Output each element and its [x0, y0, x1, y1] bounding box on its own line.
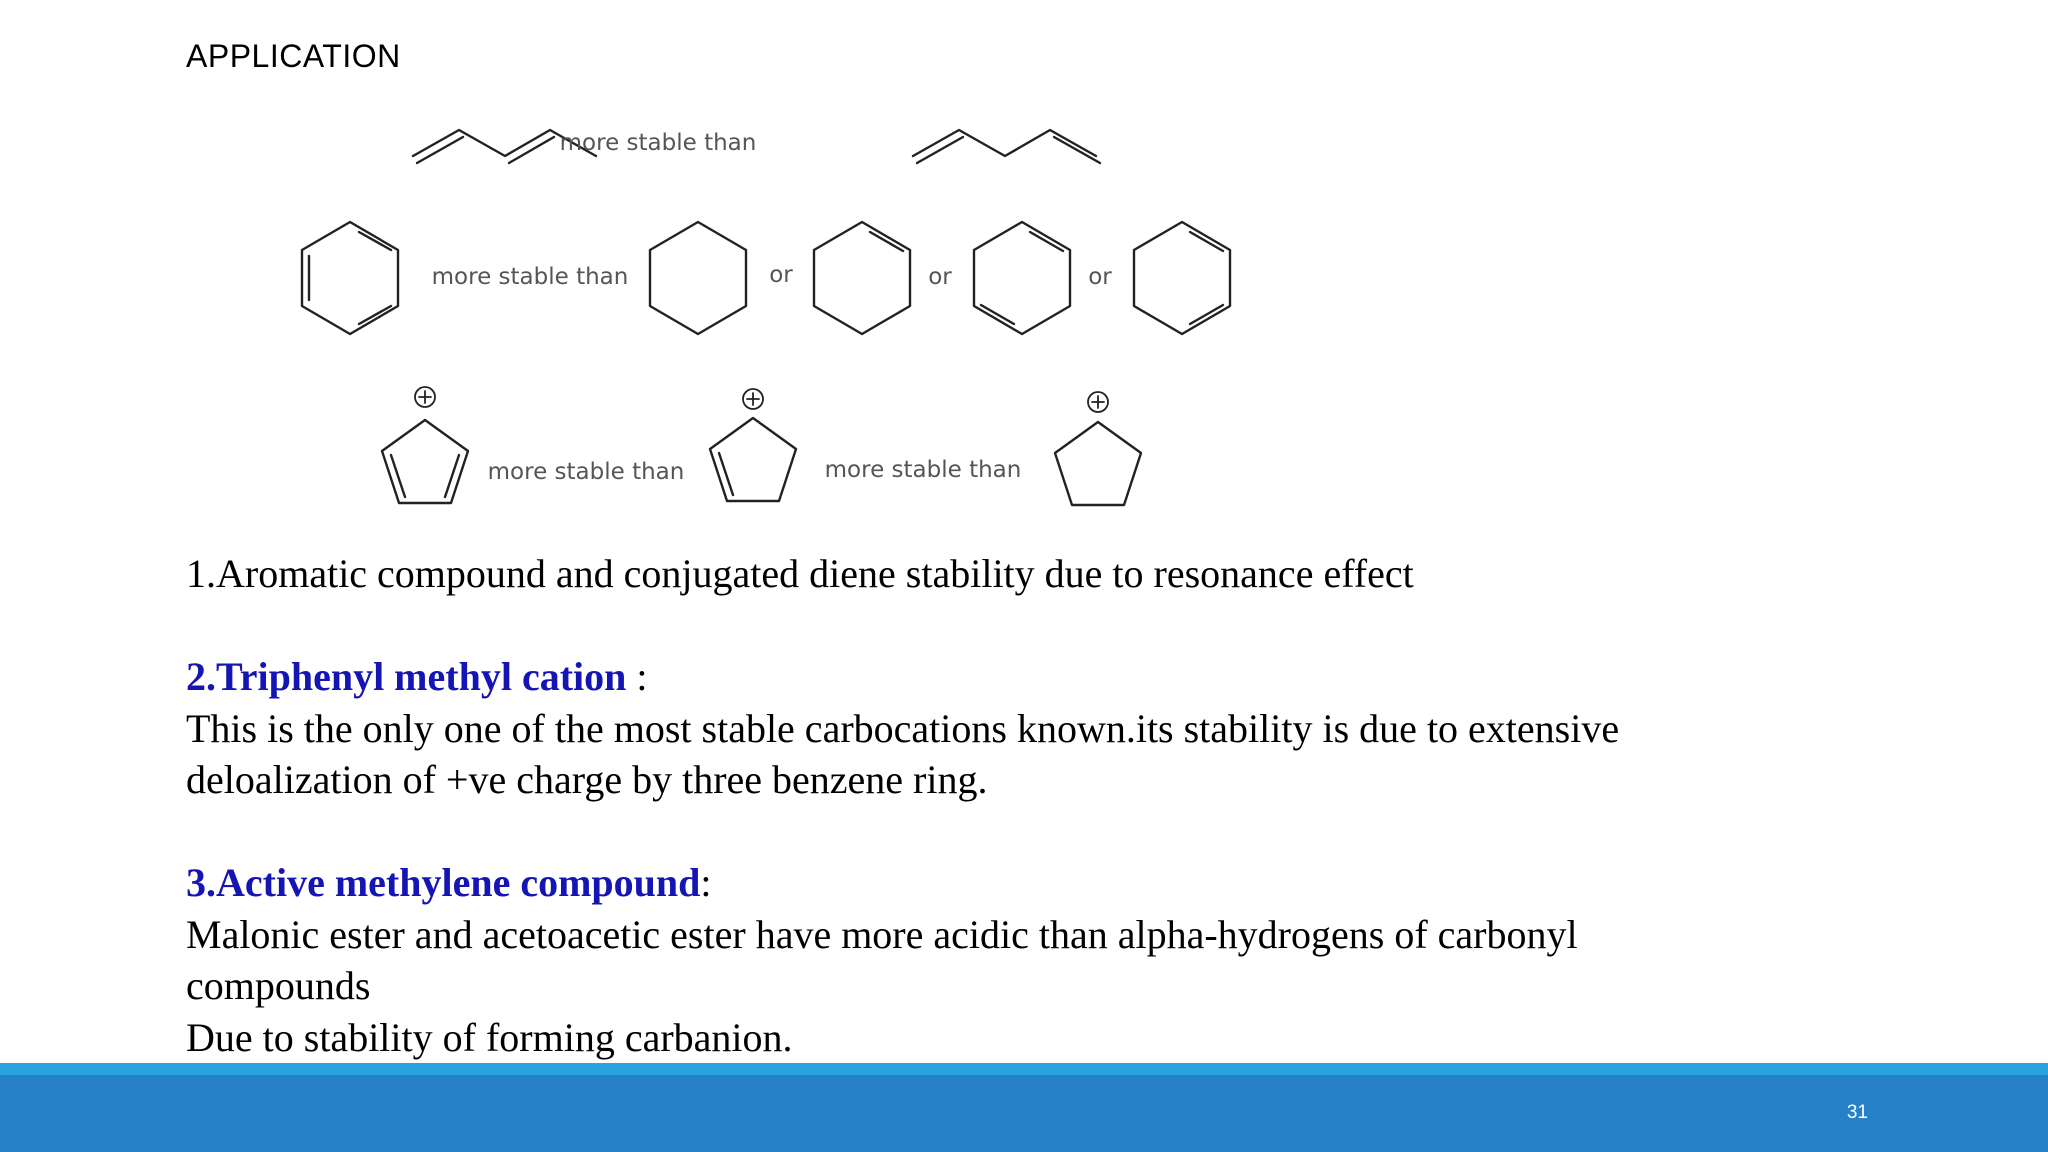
- structure-cyclohexene: [814, 222, 910, 334]
- point-2-heading-line: [186, 651, 1826, 703]
- point-3-line-2: compounds: [186, 963, 371, 1008]
- point-3-heading: 3.Active methylene compound: [186, 860, 701, 905]
- row2-or-label-2: or: [928, 264, 952, 290]
- footer-accent-stripe: [0, 1063, 2048, 1075]
- spacer: [186, 806, 1826, 858]
- row3-comparison-label-2: more stable than: [824, 457, 1022, 483]
- footer-bar: [0, 1075, 2048, 1152]
- structure-cyclopentadienyl-cation: [382, 387, 468, 503]
- slide-title: APPLICATION: [186, 38, 401, 74]
- stability-comparison-figure: [280, 100, 1280, 520]
- page-number: 31: [1846, 1102, 1868, 1123]
- point-2-line-1: This is the only one of the most stable carbocations known.its stability is due to extensive: [186, 705, 1620, 751]
- point-3-line-1: Malonic ester and acetoacetic ester have more acidic than alpha-hydrogens of carbonyl: [186, 911, 1578, 957]
- point-2-line-2: deloalization of +ve charge by three benzene ring.: [186, 757, 988, 802]
- structure-cyclopentenyl-cation: [710, 389, 796, 501]
- structure-benzene: [302, 222, 398, 334]
- point-2-heading: 2.Triphenyl methyl cation: [186, 654, 627, 699]
- spacer: [186, 600, 1826, 652]
- row2-or-label-1: or: [769, 262, 793, 288]
- structure-cyclopentyl-cation: [1055, 392, 1141, 505]
- structure-cyclohexane: [650, 222, 746, 334]
- point-3-colon: :: [700, 860, 712, 905]
- row3-comparison-label-1: more stable than: [487, 459, 685, 485]
- point-2-colon: :: [626, 654, 648, 699]
- row1-comparison-label: more stable than: [559, 130, 757, 156]
- slide-body: [186, 548, 1826, 1063]
- structure-cyclohexadiene-14: [974, 222, 1070, 334]
- structure-isolated-diene: [913, 130, 1100, 163]
- structure-cyclohexadiene-13: [1134, 222, 1230, 334]
- point-3-line-3: Due to stability of forming carbanion.: [186, 1014, 793, 1060]
- row2-comparison-label: more stable than: [431, 264, 629, 290]
- row2-or-label-3: or: [1088, 264, 1112, 290]
- point-3-heading-line: [186, 857, 1826, 909]
- point-1-text: 1.Aromatic compound and conjugated diene stability due to resonance effect: [186, 551, 1414, 596]
